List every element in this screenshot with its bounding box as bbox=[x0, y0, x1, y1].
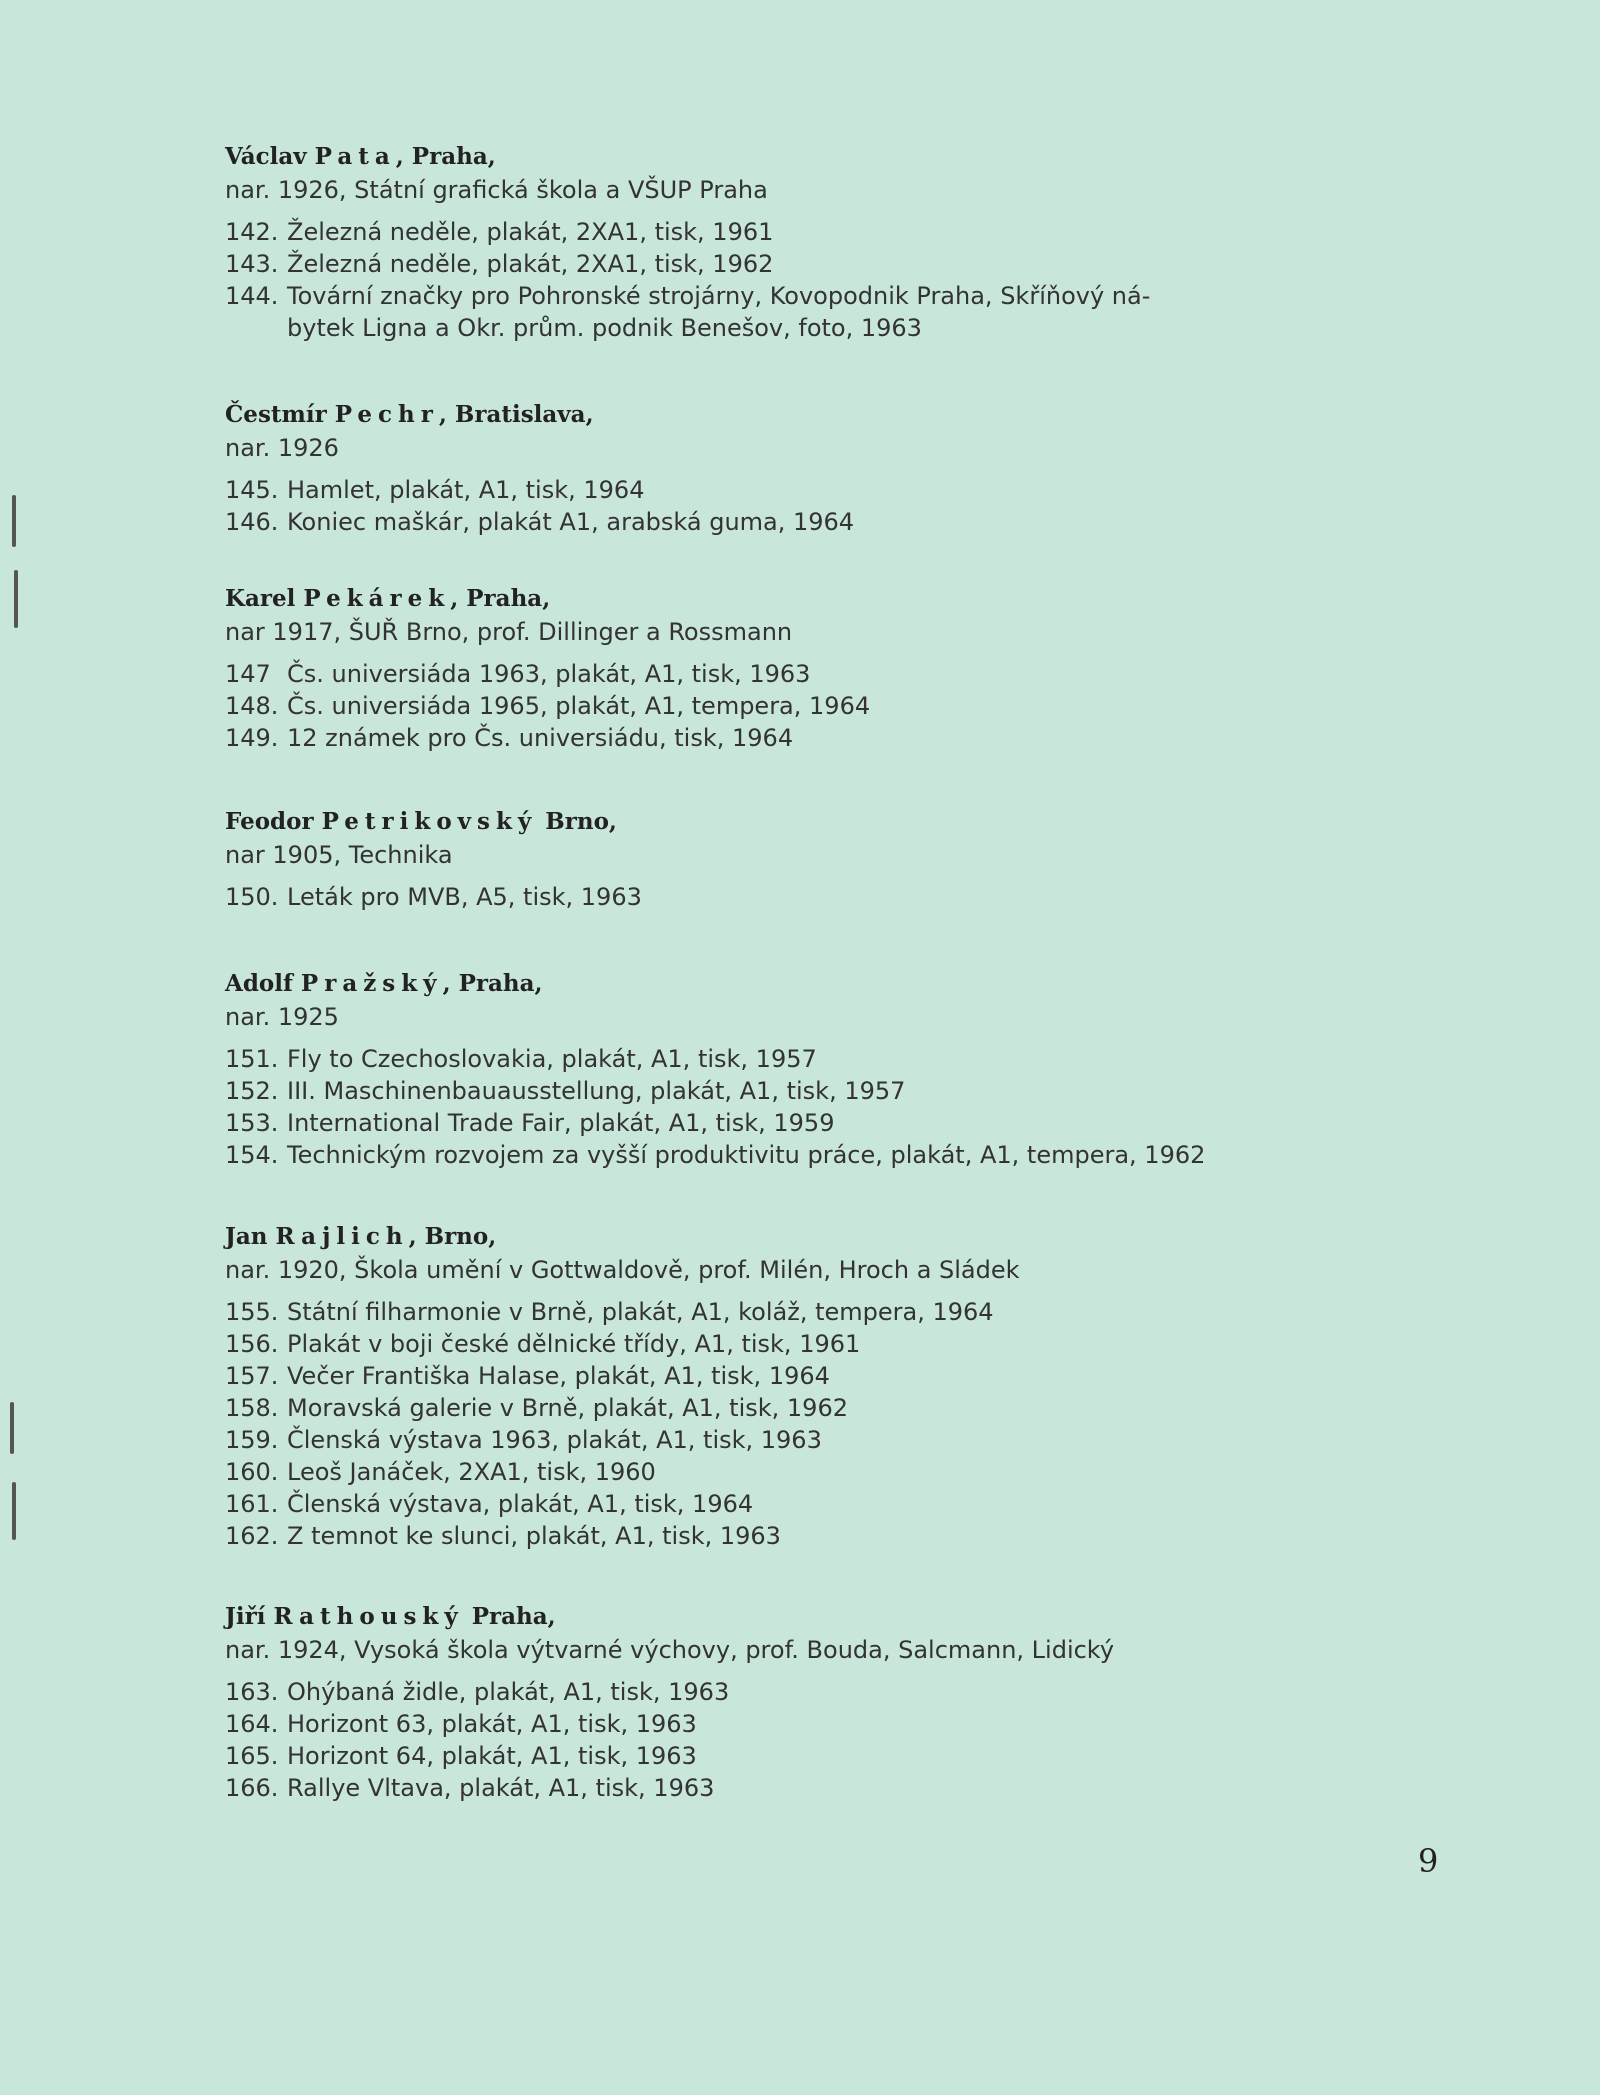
artist-heading bbox=[225, 805, 1445, 839]
artist-info: nar 1917, ŠUŘ Brno, prof. Dillinger a Rossmann bbox=[225, 618, 793, 646]
work-number: 156. bbox=[225, 1330, 279, 1358]
work-title: Čs. universiáda 1963, plakát, A1, tisk, 1963 bbox=[287, 660, 811, 688]
artist-entry bbox=[225, 967, 1445, 1171]
work-item bbox=[225, 216, 1445, 248]
work-title: Ohýbaná židle, plakát, A1, tisk, 1963 bbox=[287, 1678, 730, 1706]
work-number: 157. bbox=[225, 1362, 279, 1390]
work-item bbox=[225, 1456, 1445, 1488]
artist-surname: Pata bbox=[314, 143, 396, 170]
work-title: Technickým rozvojem za vyšší produktivitu práce, plakát, A1, tempera, 1962 bbox=[287, 1141, 1206, 1169]
work-number: 149. bbox=[225, 724, 279, 752]
work-number: 164. bbox=[225, 1710, 279, 1738]
work-title: Leoš Janáček, 2XA1, tisk, 1960 bbox=[287, 1458, 656, 1486]
work-title: Horizont 63, plakát, A1, tisk, 1963 bbox=[287, 1710, 697, 1738]
work-item bbox=[225, 1772, 1445, 1804]
work-number: 158. bbox=[225, 1394, 279, 1422]
works-list bbox=[225, 216, 1445, 344]
work-item bbox=[225, 881, 1445, 913]
work-number: 150. bbox=[225, 883, 279, 911]
work-item bbox=[225, 1708, 1445, 1740]
work-item bbox=[225, 1075, 1445, 1107]
binding-mark bbox=[12, 495, 16, 547]
work-title: Moravská galerie v Brně, plakát, A1, tisk, 1962 bbox=[287, 1394, 848, 1422]
work-item bbox=[225, 1043, 1445, 1075]
work-item bbox=[225, 1488, 1445, 1520]
work-title: Koniec maškár, plakát A1, arabská guma, 1964 bbox=[287, 508, 855, 536]
works-list bbox=[225, 474, 1445, 538]
work-title: III. Maschinenbauausstellung, plakát, A1, tisk, 1957 bbox=[287, 1077, 906, 1105]
work-number: 163. bbox=[225, 1678, 279, 1706]
artist-info: nar 1905, Technika bbox=[225, 841, 453, 869]
artist-place: , Praha, bbox=[450, 585, 551, 612]
artist-entry bbox=[225, 140, 1445, 344]
works-list bbox=[225, 658, 1445, 754]
work-number: 152. bbox=[225, 1077, 279, 1105]
work-number: 145. bbox=[225, 476, 279, 504]
work-title: bytek Ligna a Okr. prům. podnik Benešov, foto, 1963 bbox=[287, 314, 922, 342]
artist-info: nar. 1924, Vysoká škola výtvarné výchovy, prof. Bouda, Salcmann, Lidický bbox=[225, 1636, 1115, 1664]
artist-heading bbox=[225, 967, 1445, 1001]
work-number: 153. bbox=[225, 1109, 279, 1137]
artist-entry bbox=[225, 805, 1445, 913]
artist-heading bbox=[225, 1600, 1445, 1634]
work-item bbox=[225, 1139, 1445, 1171]
work-item bbox=[225, 506, 1445, 538]
artist-info: nar. 1925 bbox=[225, 1003, 339, 1031]
work-number: 159. bbox=[225, 1426, 279, 1454]
artist-place: , Praha, bbox=[395, 143, 496, 170]
work-title: Horizont 64, plakát, A1, tisk, 1963 bbox=[287, 1742, 697, 1770]
artist-surname: Pekárek bbox=[303, 585, 451, 612]
work-item bbox=[225, 474, 1445, 506]
works-list bbox=[225, 1043, 1445, 1171]
work-number: 166. bbox=[225, 1774, 279, 1802]
work-number: 147 bbox=[225, 660, 271, 688]
work-item bbox=[225, 1107, 1445, 1139]
work-title: Členská výstava 1963, plakát, A1, tisk, 1963 bbox=[287, 1426, 822, 1454]
artist-first-name: Feodor bbox=[225, 808, 314, 835]
artist-place: , Brno, bbox=[408, 1223, 497, 1250]
work-number: 160. bbox=[225, 1458, 279, 1486]
work-title: Leták pro MVB, A5, tisk, 1963 bbox=[287, 883, 642, 911]
artist-surname: Rathouský bbox=[273, 1603, 464, 1630]
work-title: Večer Františka Halase, plakát, A1, tisk, 1964 bbox=[287, 1362, 830, 1390]
work-item bbox=[225, 658, 1445, 690]
artist-first-name: Jiří bbox=[225, 1603, 266, 1630]
artist-surname: Pražský bbox=[300, 970, 443, 997]
work-number: 162. bbox=[225, 1522, 279, 1550]
binding-mark bbox=[10, 1402, 14, 1454]
artist-surname: Petrikovský bbox=[321, 808, 538, 835]
work-item bbox=[225, 1296, 1445, 1328]
artist-entry bbox=[225, 582, 1445, 754]
work-item bbox=[225, 280, 1445, 312]
work-title: Plakát v boji české dělnické třídy, A1, tisk, 1961 bbox=[287, 1330, 861, 1358]
artist-heading bbox=[225, 582, 1445, 616]
artist-info: nar. 1926, Státní grafická škola a VŠUP Praha bbox=[225, 176, 768, 204]
artist-info: nar. 1926 bbox=[225, 434, 339, 462]
work-number: 148. bbox=[225, 692, 279, 720]
work-item bbox=[225, 248, 1445, 280]
artist-first-name: Jan bbox=[225, 1223, 268, 1250]
artist-heading bbox=[225, 398, 1445, 432]
work-item bbox=[225, 690, 1445, 722]
work-number: 142. bbox=[225, 218, 279, 246]
work-item bbox=[225, 1676, 1445, 1708]
binding-mark bbox=[12, 1482, 16, 1540]
artist-entry bbox=[225, 1600, 1445, 1804]
artist-first-name: Václav bbox=[225, 143, 307, 170]
works-list bbox=[225, 1296, 1445, 1552]
work-title: 12 známek pro Čs. universiádu, tisk, 1964 bbox=[287, 724, 794, 752]
artist-surname: Pechr bbox=[334, 401, 439, 428]
artist-info: nar. 1920, Škola umění v Gottwaldově, prof. Milén, Hroch a Sládek bbox=[225, 1256, 1020, 1284]
work-title: Fly to Czechoslovakia, plakát, A1, tisk, 1957 bbox=[287, 1045, 817, 1073]
work-item bbox=[225, 1328, 1445, 1360]
work-item bbox=[225, 312, 1445, 344]
work-item bbox=[225, 722, 1445, 754]
artist-entry bbox=[225, 1220, 1445, 1552]
artist-surname: Rajlich bbox=[275, 1223, 409, 1250]
works-list bbox=[225, 1676, 1445, 1804]
work-title: Členská výstava, plakát, A1, tisk, 1964 bbox=[287, 1490, 754, 1518]
work-title: Železná neděle, plakát, 2XA1, tisk, 1962 bbox=[287, 250, 774, 278]
artist-first-name: Karel bbox=[225, 585, 296, 612]
work-title: Čs. universiáda 1965, plakát, A1, tempera, 1964 bbox=[287, 692, 871, 720]
work-item bbox=[225, 1424, 1445, 1456]
work-title: Železná neděle, plakát, 2XA1, tisk, 1961 bbox=[287, 218, 774, 246]
work-item bbox=[225, 1360, 1445, 1392]
artist-place: Praha, bbox=[463, 1603, 556, 1630]
work-title: Hamlet, plakát, A1, tisk, 1964 bbox=[287, 476, 645, 504]
work-number: 165. bbox=[225, 1742, 279, 1770]
artist-first-name: Čestmír bbox=[225, 401, 327, 428]
work-title: Z temnot ke slunci, plakát, A1, tisk, 1963 bbox=[287, 1522, 781, 1550]
work-item bbox=[225, 1740, 1445, 1772]
work-item bbox=[225, 1392, 1445, 1424]
work-number: 154. bbox=[225, 1141, 279, 1169]
artist-place: , Praha, bbox=[442, 970, 543, 997]
work-number: 151. bbox=[225, 1045, 279, 1073]
artist-place: Brno, bbox=[537, 808, 617, 835]
work-item bbox=[225, 1520, 1445, 1552]
work-title: Rallye Vltava, plakát, A1, tisk, 1963 bbox=[287, 1774, 715, 1802]
artist-first-name: Adolf bbox=[225, 970, 293, 997]
work-number: 143. bbox=[225, 250, 279, 278]
work-number: 155. bbox=[225, 1298, 279, 1326]
binding-mark bbox=[14, 570, 18, 628]
artist-place: , Bratislava, bbox=[438, 401, 594, 428]
artist-heading bbox=[225, 1220, 1445, 1254]
work-title: Tovární značky pro Pohronské strojárny, Kovopodnik Praha, Skříňový ná- bbox=[287, 282, 1151, 310]
page-number: 9 bbox=[1418, 1842, 1439, 1880]
work-number: 161. bbox=[225, 1490, 279, 1518]
work-number: 144. bbox=[225, 282, 279, 310]
artist-heading bbox=[225, 140, 1445, 174]
work-title: Státní filharmonie v Brně, plakát, A1, koláž, tempera, 1964 bbox=[287, 1298, 994, 1326]
work-title: International Trade Fair, plakát, A1, tisk, 1959 bbox=[287, 1109, 835, 1137]
artist-entry bbox=[225, 398, 1445, 538]
work-number: 146. bbox=[225, 508, 279, 536]
works-list bbox=[225, 881, 1445, 913]
